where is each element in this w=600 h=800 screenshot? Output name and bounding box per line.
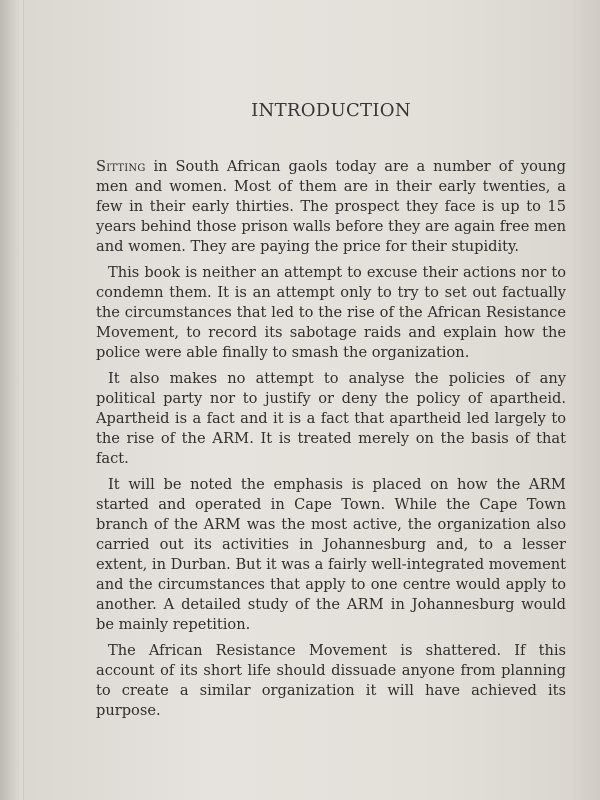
paragraph-4-arm-1: ARM [528, 476, 566, 493]
page-content [96, 100, 566, 727]
paragraph-5-text: The African Resistance Movement is shattered. If this account of its short life should dissuade anyone from planning to create a similar organization it will have achieved its purpose. [96, 642, 566, 719]
paragraph-4-text-4: in Johannesburg would be mainly repetition. [96, 596, 566, 633]
paragraph-2 [96, 263, 566, 363]
page-shadow [570, 0, 600, 800]
paragraph-4-text-1: It will be noted the emphasis is placed on how the [108, 476, 529, 493]
paragraph-3-text-2: . It is treated merely on the basis of that fact. [96, 430, 566, 467]
paragraph-4-text-2: started and operated in Cape Town. While the Cape Town branch of the [96, 496, 566, 533]
paragraph-4-text-3: was the most active, the organization also carried out its activities in Johannesburg and, to a lesser extent, in Durban. But it was a fairly well-integrated movement and the circumstances that apply to one centre would apply to another. A detailed study of the [96, 516, 566, 613]
paragraph-4-arm-2: ARM [203, 516, 241, 533]
paragraph-3-text-1: It also makes no attempt to analyse the policies of any political party nor to justify or deny the policy of apartheid. Apartheid is a fact and it is a fact that apartheid led largely to the rise of the [96, 370, 566, 447]
paragraph-5 [96, 641, 566, 721]
paragraph-1-lead: Sitting [96, 158, 146, 175]
paragraph-1-text: in South African gaols today are a number of young men and women. Most of them are in their early twenties, a few in their early thirties. The prospect they face is up to 15 years behind those prison walls before they are again free men and women. They are paying the price for their stupidity. [96, 158, 566, 255]
binding-edge [0, 0, 24, 800]
paragraph-3-arm: ARM [212, 430, 250, 447]
paragraph-1 [96, 157, 566, 257]
paragraph-3 [96, 369, 566, 469]
chapter-title: INTRODUCTION [251, 100, 411, 121]
paragraph-4-arm-3: ARM [346, 596, 384, 613]
paragraph-2-text: This book is neither an attempt to excuse their actions nor to condemn them. It is an attempt only to try to set out factually the circumstances that led to the rise of the African Resistance Movement, to record its sabotage raids and explain how the police were able finally to smash the organization. [96, 264, 566, 361]
paragraph-4 [96, 475, 566, 635]
